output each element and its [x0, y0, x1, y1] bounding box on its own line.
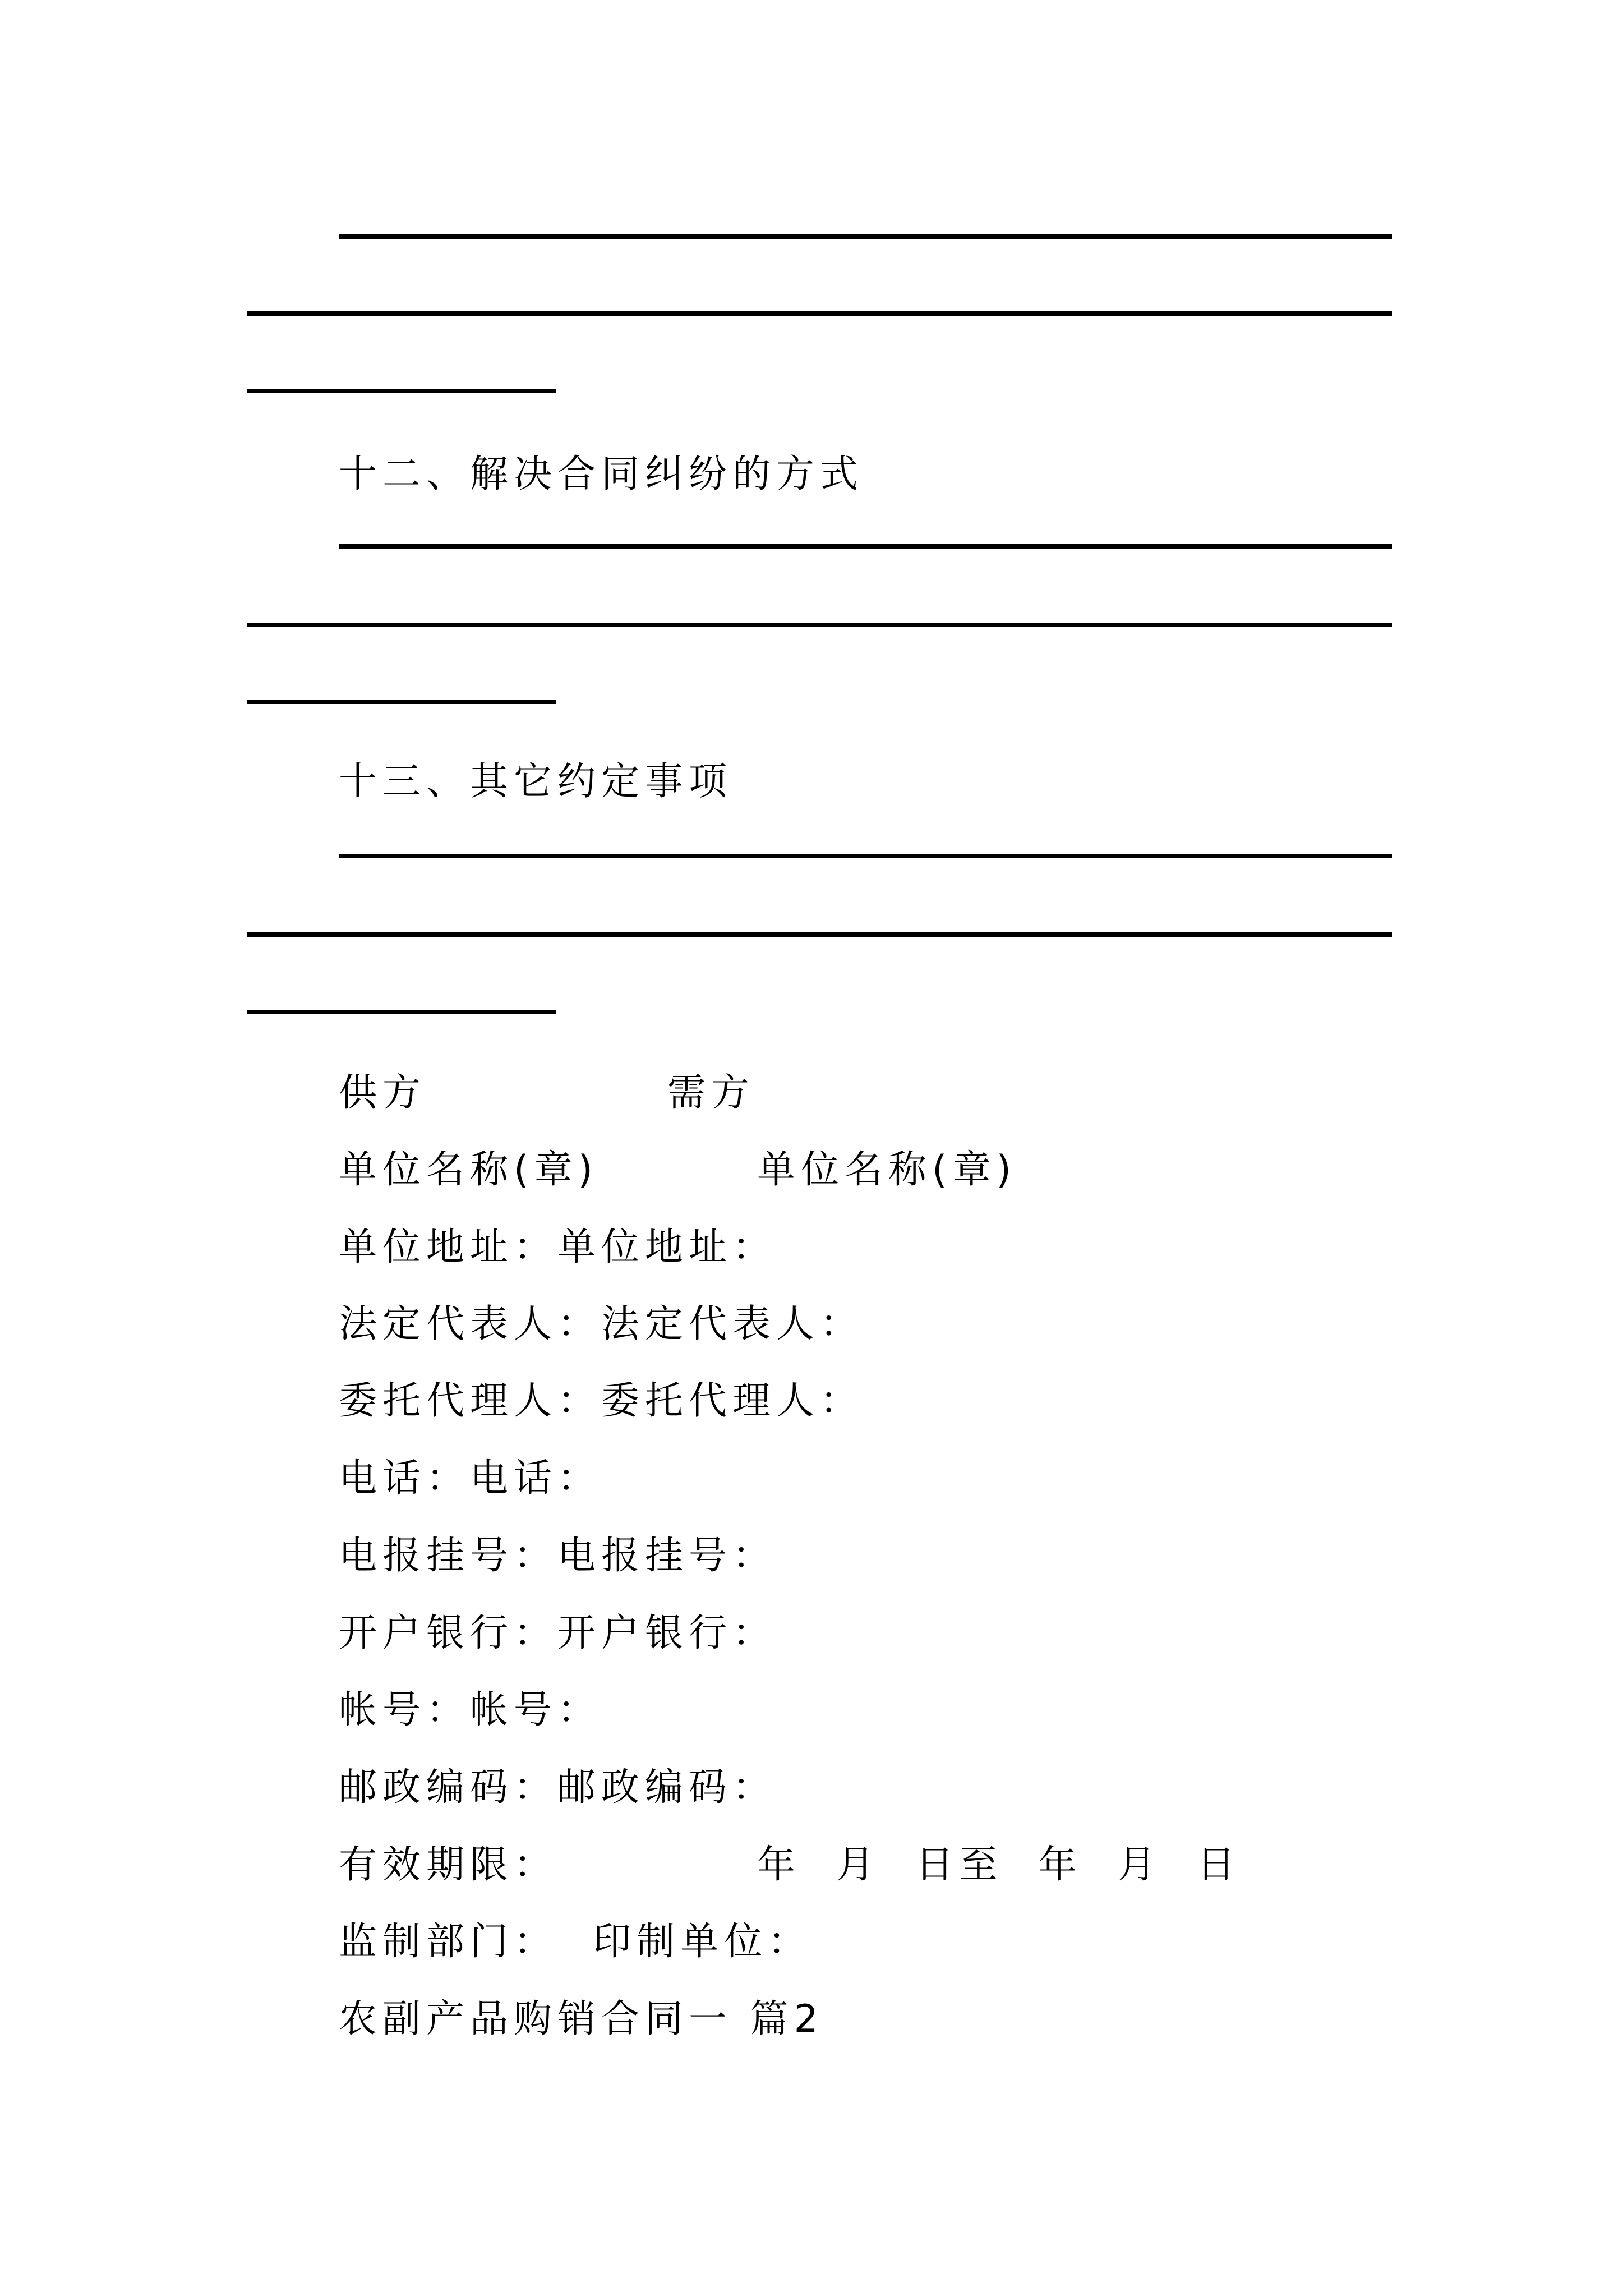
fill-line	[247, 932, 1392, 937]
fill-line	[247, 311, 1392, 316]
unit-name-buyer: 单位名称(章)	[757, 1148, 1017, 1192]
fill-line	[247, 700, 556, 704]
fill-line	[247, 623, 1392, 627]
validity-dates: 年 月 日至 年 月 日	[757, 1843, 1241, 1887]
phone-line: 电话：电话：	[339, 1456, 602, 1501]
agent-line: 委托代理人：委托代理人：	[339, 1379, 864, 1423]
postcode-line: 邮政编码：邮政编码：	[339, 1765, 777, 1810]
telegraph-line: 电报挂号：电报挂号：	[339, 1534, 777, 1578]
legal-rep-line: 法定代表人：法定代表人：	[339, 1302, 864, 1346]
fill-line	[339, 234, 1392, 239]
fill-line	[339, 544, 1392, 549]
unit-name-supplier: 单位名称(章)	[339, 1148, 599, 1192]
validity-label: 有效期限：	[339, 1843, 558, 1887]
supplier-label: 供方	[339, 1071, 427, 1115]
buyer-label: 需方	[667, 1071, 755, 1115]
section-heading: 十三、其它约定事项	[339, 760, 733, 804]
next-contract-title: 农副产品购销合同一 篇2	[339, 1997, 824, 2041]
address-line: 单位地址：单位地址：	[339, 1225, 777, 1269]
fill-line	[247, 1010, 556, 1014]
account-line: 帐号：帐号：	[339, 1688, 602, 1732]
fill-line	[247, 389, 556, 393]
section-heading: 十二、解决合同纠纷的方式	[339, 452, 864, 496]
bank-line: 开户银行：开户银行：	[339, 1611, 777, 1655]
fill-line	[339, 854, 1392, 858]
supervision-line: 监制部门： 印制单位：	[339, 1920, 812, 1964]
